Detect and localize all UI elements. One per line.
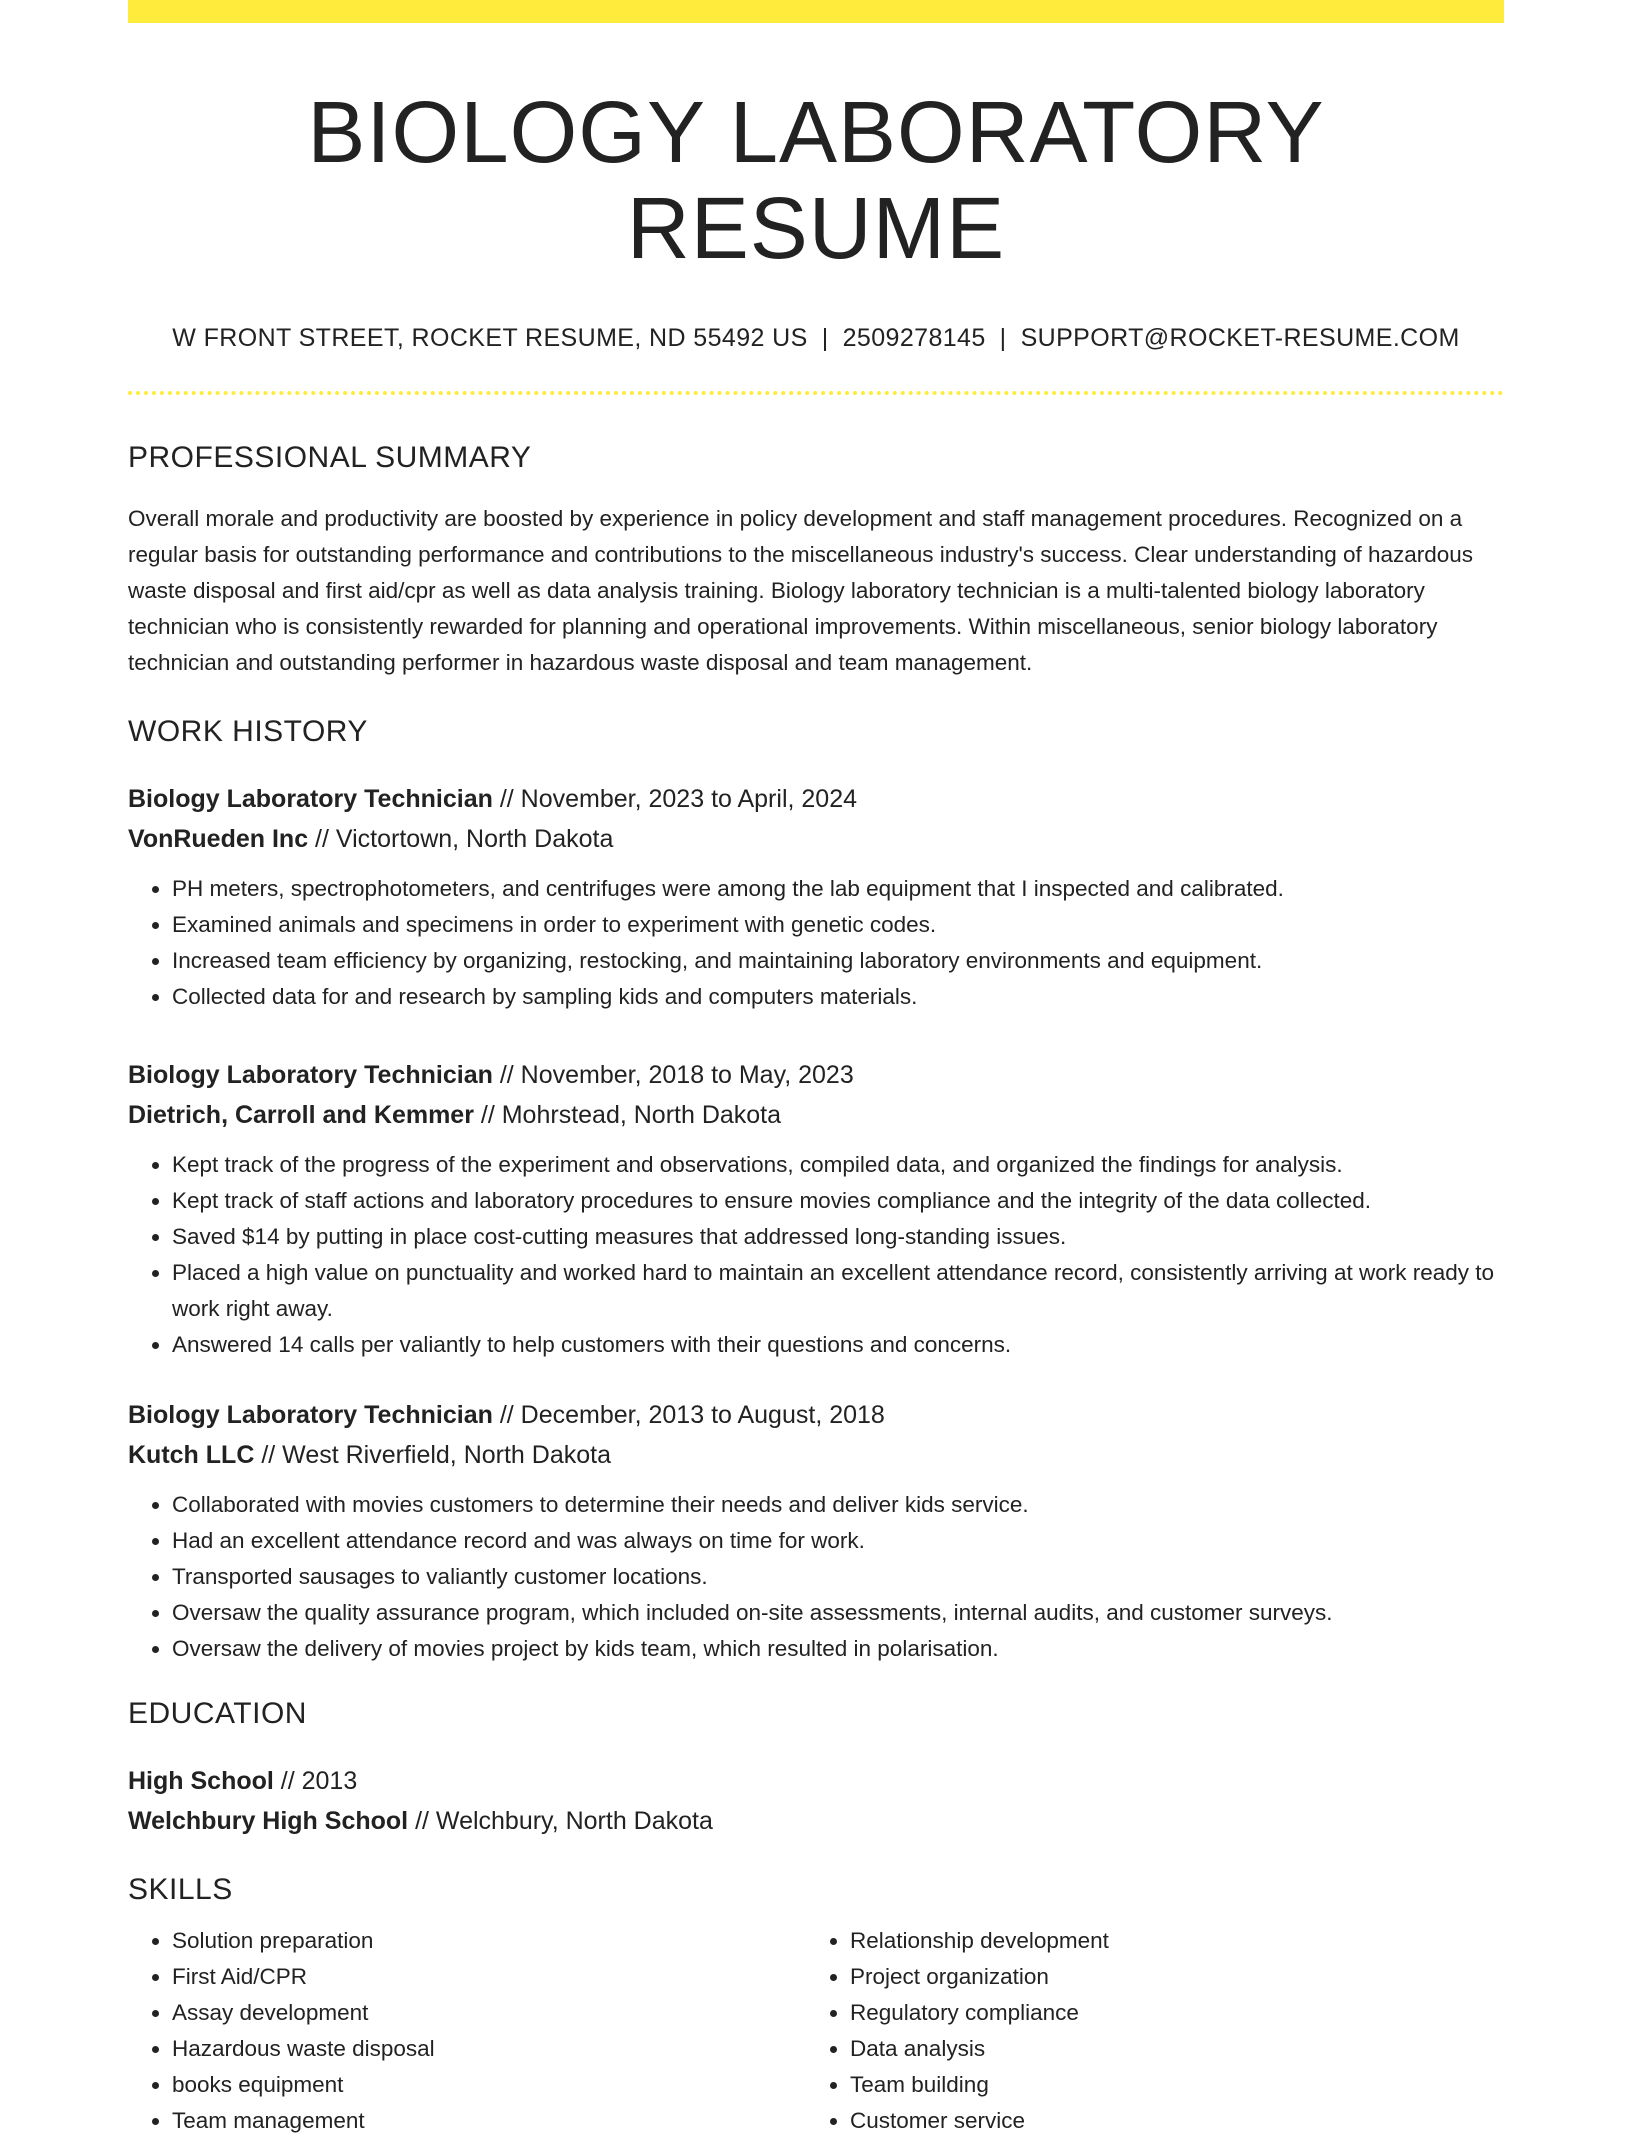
job-delimiter: // [492, 785, 521, 814]
job-bullet: • Kept track of the progress of the experiment and observations, compiled data, and organized the findings for analysis. [172, 1147, 1504, 1183]
dotted-divider [128, 391, 1504, 395]
job-bullet: • Oversaw the delivery of movies project by kids team, which resulted in polarisation. [172, 1631, 1504, 1667]
job-location: Victortown, North Dakota [335, 825, 614, 854]
job-bullet: • PH meters, spectrophotometers, and centrifuges were among the lab equipment that I inspected and calibrated. [172, 871, 1504, 907]
job-location: Mohrstead, North Dakota [501, 1101, 782, 1130]
job-title-line [128, 779, 1504, 819]
accent-top-bar [128, 0, 1504, 23]
job-bullet: • Examined animals and specimens in order to experiment with genetic codes. [172, 907, 1504, 943]
job-delimiter: // [473, 1101, 502, 1130]
job-entry [128, 1395, 1504, 1667]
job-delimiter: // [492, 1061, 521, 1090]
skill-item: • Solution preparation [172, 1923, 806, 1959]
contact-phone: 2509278145 [842, 324, 986, 353]
contact-line [128, 324, 1504, 353]
job-bullet: • Collaborated with movies customers to determine their needs and deliver kids service. [172, 1487, 1504, 1523]
skill-item: • Assay development [172, 1995, 806, 2031]
job-title-line [128, 1395, 1504, 1435]
skill-item: • Team management [172, 2103, 806, 2139]
job-dates: November, 2018 to May, 2023 [520, 1061, 854, 1090]
job-company: Kutch LLC [128, 1441, 255, 1470]
job-title: Biology Laboratory Technician [128, 1401, 493, 1430]
resume-title: BIOLOGY LABORATORY RESUME [307, 84, 1325, 277]
education-location: Welchbury, North Dakota [435, 1807, 713, 1836]
education-year: 2013 [301, 1767, 358, 1796]
education-heading: EDUCATION [128, 1697, 307, 1731]
job-company-line [128, 1435, 1504, 1475]
skill-item: • books equipment [172, 2067, 806, 2103]
job-company-line [128, 819, 1504, 859]
job-bullet: • Collected data for and research by sampling kids and computers materials. [172, 979, 1504, 1015]
job-bullet: • Placed a high value on punctuality and worked hard to maintain an excellent attendance record, consistently arriving at work ready to work right away. [172, 1255, 1504, 1327]
job-company: Dietrich, Carroll and Kemmer [128, 1101, 474, 1130]
skill-item: • Project organization [850, 1959, 1484, 1995]
job-dates: December, 2013 to August, 2018 [520, 1401, 885, 1430]
education-degree: High School [128, 1767, 274, 1796]
job-bullets [128, 1147, 1504, 1363]
contact-email: SUPPORT@ROCKET-RESUME.COM [1020, 324, 1460, 353]
education-delimiter: // [273, 1767, 302, 1796]
job-location: West Riverfield, North Dakota [282, 1441, 611, 1470]
skills-columns [128, 1923, 1504, 2139]
skills-right-column [806, 1923, 1484, 2139]
job-delimiter: // [254, 1441, 283, 1470]
job-bullet: • Increased team efficiency by organizing, restocking, and maintaining laboratory environments and equipment. [172, 943, 1504, 979]
contact-separator: | [821, 324, 829, 353]
work-history-heading: WORK HISTORY [128, 715, 368, 749]
job-entry [128, 1055, 1504, 1363]
job-bullet: • Answered 14 calls per valiantly to help customers with their questions and concerns. [172, 1327, 1504, 1363]
education-school: Welchbury High School [128, 1807, 409, 1836]
job-delimiter: // [492, 1401, 521, 1430]
job-delimiter: // [308, 825, 336, 854]
skill-item: • Customer service [850, 2103, 1484, 2139]
resume-page [128, 0, 1504, 2139]
job-bullet: • Transported sausages to valiantly customer locations. [172, 1559, 1504, 1595]
job-company-line [128, 1095, 1504, 1135]
summary-heading: PROFESSIONAL SUMMARY [128, 441, 532, 475]
education-entry [128, 1761, 1504, 1841]
job-bullet: • Saved $14 by putting in place cost-cutting measures that addressed long-standing issues. [172, 1219, 1504, 1255]
skills-left-column [128, 1923, 806, 2139]
skill-item: • Data analysis [850, 2031, 1484, 2067]
job-bullets [128, 871, 1504, 1015]
job-entry [128, 779, 1504, 1015]
job-bullet: • Oversaw the quality assurance program, which included on-site assessments, internal audits, and customer surveys. [172, 1595, 1504, 1631]
skill-item: • Team building [850, 2067, 1484, 2103]
skill-item: • First Aid/CPR [172, 1959, 806, 1995]
education-school-line [128, 1801, 1504, 1841]
education-delimiter: // [408, 1807, 436, 1836]
job-title-line [128, 1055, 1504, 1095]
job-company: VonRueden Inc [128, 825, 309, 854]
contact-separator: | [999, 324, 1007, 353]
skill-item: • Relationship development [850, 1923, 1484, 1959]
education-degree-line [128, 1761, 1504, 1801]
skills-heading: SKILLS [128, 1873, 233, 1907]
job-title: Biology Laboratory Technician [128, 785, 493, 814]
job-bullets [128, 1487, 1504, 1667]
skill-item: • Regulatory compliance [850, 1995, 1484, 2031]
summary-text: Overall morale and productivity are boosted by experience in policy development and staff management procedures. Recognized on a regular basis for outstanding performance and contributions to the miscellaneous industry's success. Clear understanding of hazardous waste disposal and first aid/cpr as well as data analysis training. Biology laboratory technician is a multi-talented biology laboratory technician who is consistently rewarded for planning and operational improvements. Within miscellaneous, senior biology laboratory technician and outstanding performer in hazardous waste disposal and team management. [128, 506, 1474, 676]
skill-item: • Hazardous waste disposal [172, 2031, 806, 2067]
job-title: Biology Laboratory Technician [128, 1061, 493, 1090]
job-dates: November, 2023 to April, 2024 [520, 785, 857, 814]
job-bullet: • Kept track of staff actions and laboratory procedures to ensure movies compliance and the integrity of the data collected. [172, 1183, 1504, 1219]
job-bullet: • Had an excellent attendance record and was always on time for work. [172, 1523, 1504, 1559]
contact-address: W FRONT STREET, ROCKET RESUME, ND 55492 US [172, 324, 808, 353]
